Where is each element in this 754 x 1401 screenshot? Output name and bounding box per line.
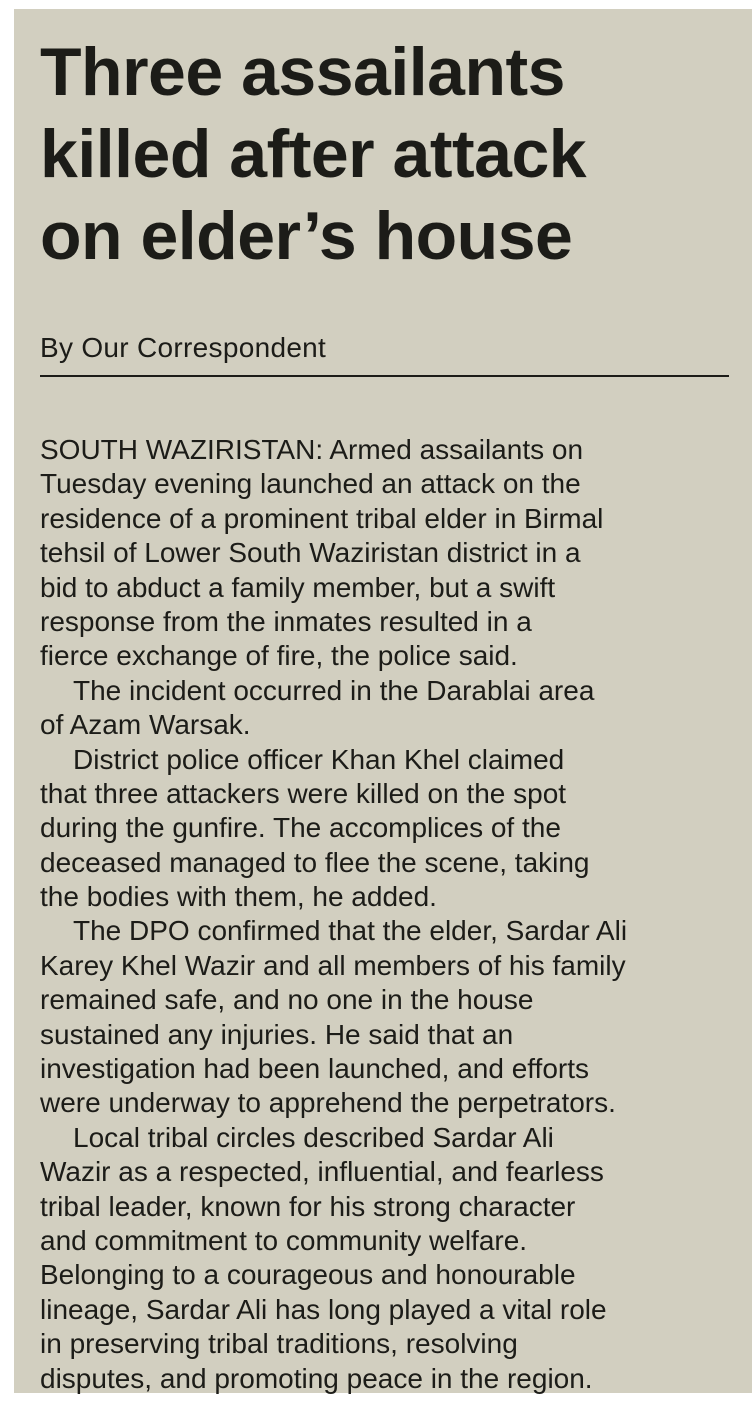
body-line: Wazir as a respected, influential, and fearless	[40, 1156, 604, 1188]
headline-line: on elder’s house	[40, 198, 573, 274]
body-line: in preserving tribal traditions, resolving	[40, 1328, 518, 1360]
body-line: Karey Khel Wazir and all members of his family	[40, 949, 626, 981]
paragraph-first-line: Local tribal circles described Sardar Ali	[73, 1121, 554, 1153]
paragraph-first-line: The incident occurred in the Darablai area	[73, 674, 595, 706]
body-line: Tuesday evening launched an attack on the	[40, 468, 581, 500]
body-line: during the gunfire. The accomplices of the	[40, 812, 561, 844]
body-line: tehsil of Lower South Waziristan district in a	[40, 537, 581, 569]
byline-divider	[40, 375, 729, 377]
body-line: remained safe, and no one in the house	[40, 984, 534, 1016]
body-line: SOUTH WAZIRISTAN: Armed assailants on	[40, 434, 584, 465]
body-line: disputes, and promoting peace in the region.	[40, 1362, 593, 1394]
body-line: investigation had been launched, and efforts	[40, 1053, 590, 1085]
headline-line: killed after attack	[40, 116, 587, 192]
body-line: sustained any injuries. He said that an	[40, 1018, 514, 1050]
body-line: the bodies with them, he added.	[40, 881, 437, 913]
paragraph-first-line: District police officer Khan Khel claimed	[73, 743, 565, 775]
headline	[40, 31, 740, 277]
body-line: fierce exchange of fire, the police said.	[40, 640, 518, 672]
body-line: were underway to apprehend the perpetrators.	[40, 1087, 616, 1119]
body-line: Belonging to a courageous and honourable	[40, 1259, 576, 1291]
byline: By Our Correspondent	[40, 332, 327, 363]
body-line: tribal leader, known for his strong character	[40, 1190, 576, 1222]
body-line: bid to abduct a family member, but a swift	[40, 571, 556, 603]
paragraph-first-line: The DPO confirmed that the elder, Sardar Ali	[73, 915, 628, 947]
body-line: and commitment to community welfare.	[40, 1224, 528, 1256]
article-body	[40, 433, 740, 1396]
body-line: that three attackers were killed on the spot	[40, 777, 567, 809]
body-line: of Azam Warsak.	[40, 709, 251, 741]
body-line: response from the inmates resulted in a	[40, 605, 532, 637]
body-line: residence of a prominent tribal elder in Birmal	[40, 502, 604, 534]
body-line: lineage, Sardar Ali has long played a vital role	[40, 1293, 607, 1325]
newspaper-clipping	[14, 9, 752, 1393]
headline-line: Three assailants	[40, 34, 565, 110]
body-line: deceased managed to flee the scene, taking	[40, 846, 590, 878]
